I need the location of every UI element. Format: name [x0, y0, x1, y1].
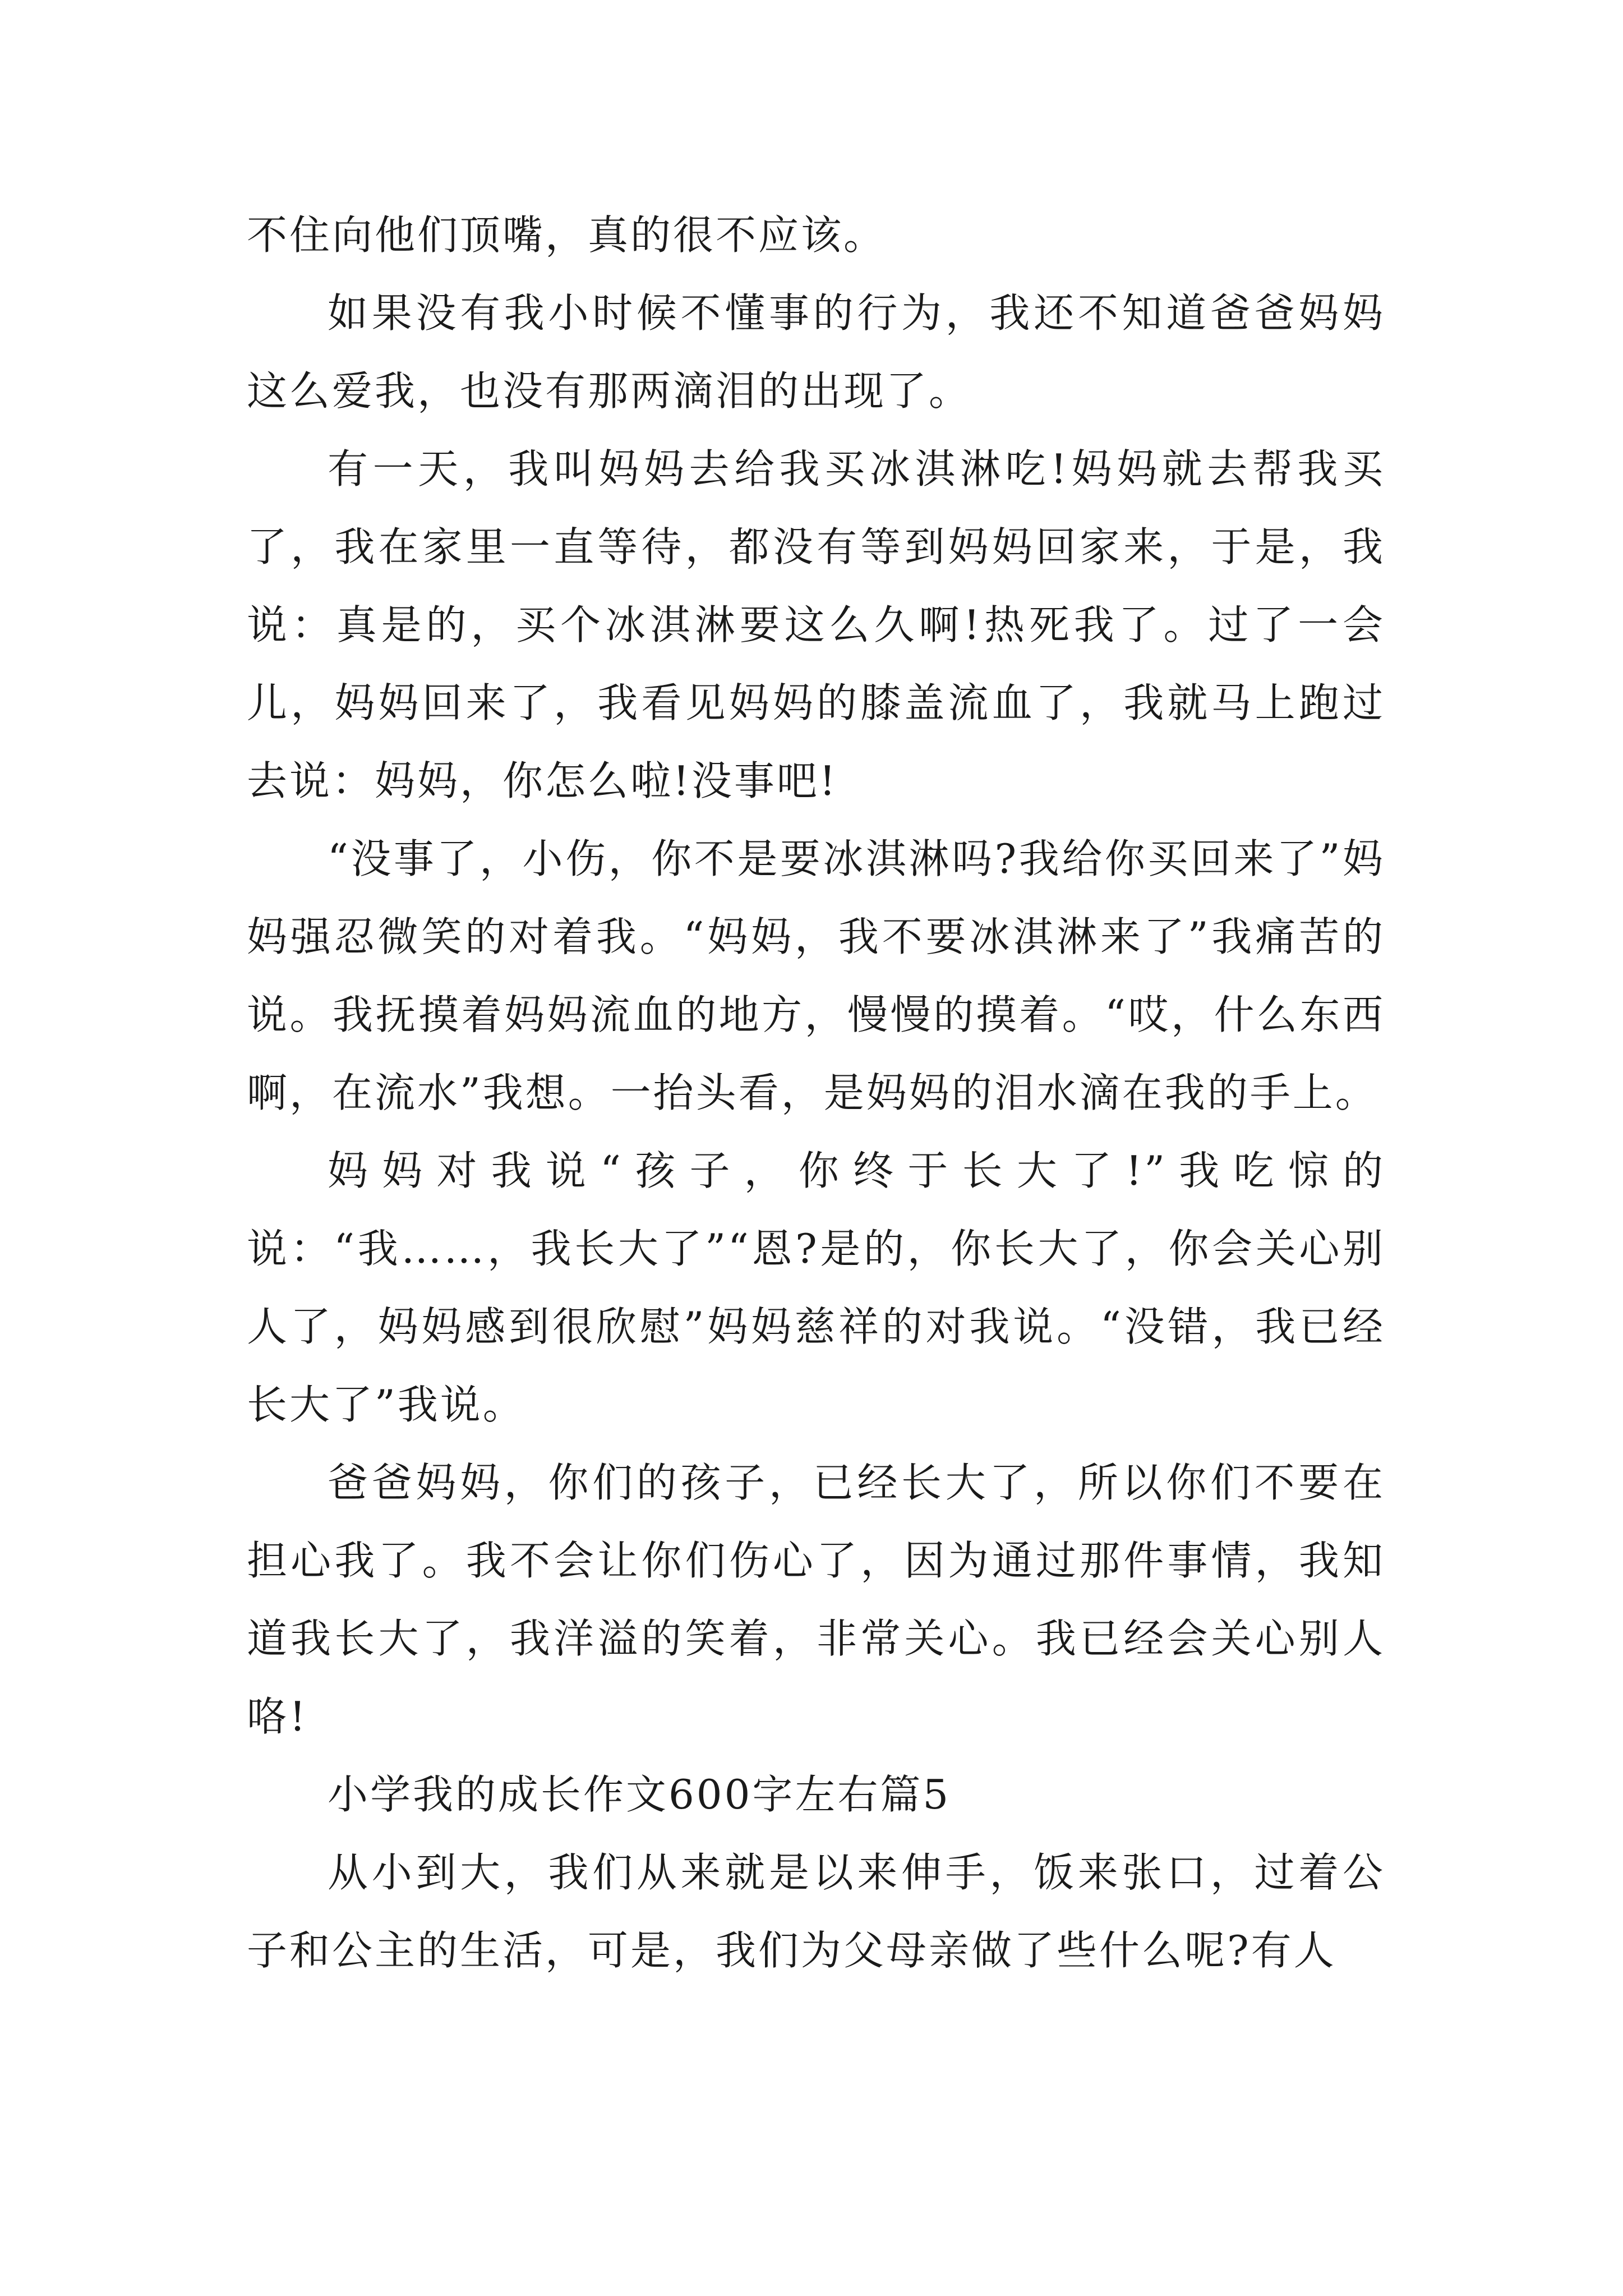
paragraph: 妈妈对我说“孩子，你终于长大了!”我吃惊的说：“我……，我长大了”“恩?是的，你长大了，你会关心别人了，妈妈感到很欣慰”妈妈慈祥的对我说。“没错，我已经长大了”我说。 — [247, 1147, 1385, 1428]
paragraph: “没事了，小伤，你不是要冰淇淋吗?我给你买回来了”妈妈强忍微笑的对着我。“妈妈，我不要冰淇淋来了”我痛苦的说。我抚摸着妈妈流血的地方，慢慢的摸着。“哎，什么东西啊，在流水”我想。一抬头看，是妈妈的泪水滴在我的手上。 — [247, 835, 1385, 1116]
section-heading: 小学我的成长作文600字左右篇5 — [328, 1771, 951, 1818]
paragraph: 如果没有我小时候不懂事的行为，我还不知道爸爸妈妈这么爱我，也没有那两滴泪的出现了。 — [247, 289, 1385, 415]
article-body — [247, 196, 1385, 1990]
paragraph: 从小到大，我们从来就是以来伸手，饭来张口，过着公子和公主的生活，可是，我们为父母亲做了些什么呢?有人 — [247, 1849, 1385, 1974]
paragraph-continuation: 不住向他们顶嘴，真的很不应该。 — [247, 211, 887, 259]
paragraph: 有一天，我叫妈妈去给我买冰淇淋吃!妈妈就去帮我买了，我在家里一直等待，都没有等到妈妈回家来，于是，我说：真是的，买个冰淇淋要这么久啊!热死我了。过了一会儿，妈妈回来了，我看见妈妈的膝盖流血了，我就马上跑过去说：妈妈，你怎么啦!没事吧! — [247, 445, 1385, 804]
paragraph: 爸爸妈妈，你们的孩子，已经长大了，所以你们不要在担心我了。我不会让你们伤心了，因为通过那件事情，我知道我长大了，我洋溢的笑着，非常关心。我已经会关心别人咯! — [247, 1459, 1385, 1740]
